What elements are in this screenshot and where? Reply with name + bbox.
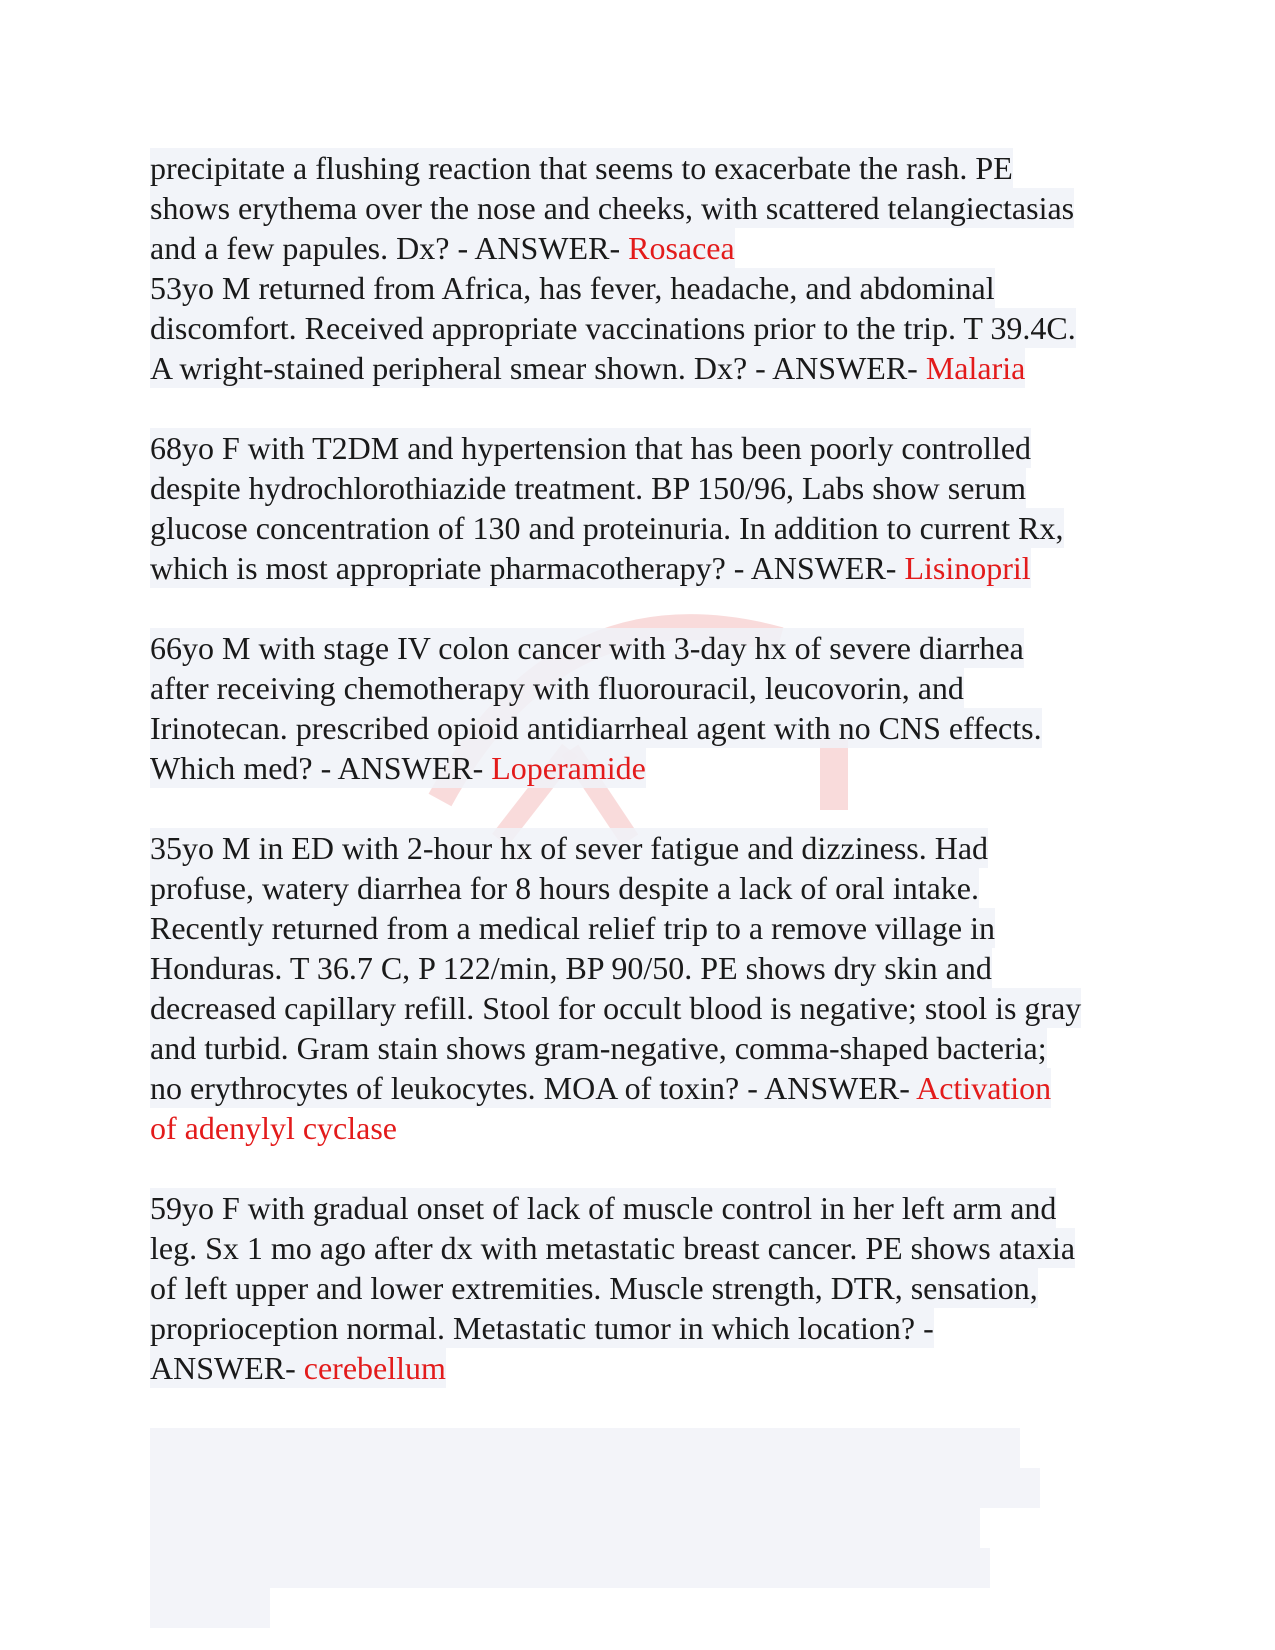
question-text: Which med? - ANSWER- xyxy=(150,750,492,786)
question-answer-line xyxy=(150,748,1150,788)
answer-text-continued: of adenylyl cyclase xyxy=(150,1110,397,1146)
question-line: Recently returned from a medical relief trip to a remove village in xyxy=(150,910,995,946)
question-answer-line xyxy=(150,1348,1150,1388)
question-line: Irinotecan. prescribed opioid antidiarrheal agent with no CNS effects. xyxy=(150,710,1042,746)
qa-item-lisinopril xyxy=(150,428,1150,588)
qa-item-cerebellum xyxy=(150,1188,1150,1388)
question-line: leg. Sx 1 mo ago after dx with metastatic breast cancer. PE shows ataxia xyxy=(150,1230,1076,1266)
question-text: A wright-stained peripheral smear shown. Dx? - ANSWER- xyxy=(150,350,926,386)
question-line: 53yo M returned from Africa, has fever, headache, and abdominal xyxy=(150,270,995,306)
question-line: 66yo M with stage IV colon cancer with 3-day hx of severe diarrhea xyxy=(150,630,1024,666)
question-line: Honduras. T 36.7 C, P 122/min, BP 90/50. PE shows dry skin and xyxy=(150,950,992,986)
question-line: despite hydrochlorothiazide treatment. BP 150/96, Labs show serum xyxy=(150,470,1026,506)
question-text: and a few papules. Dx? - ANSWER- xyxy=(150,230,629,266)
question-line: precipitate a flushing reaction that seems to exacerbate the rash. PE xyxy=(150,150,1013,186)
qa-item-rosacea xyxy=(150,148,1150,268)
question-line: 59yo F with gradual onset of lack of muscle control in her left arm and xyxy=(150,1190,1057,1226)
answer-text: cerebellum xyxy=(303,1350,446,1386)
question-line: after receiving chemotherapy with fluorouracil, leucovorin, and xyxy=(150,670,964,706)
question-line: proprioception normal. Metastatic tumor in which location? - xyxy=(150,1310,934,1346)
question-line: 68yo F with T2DM and hypertension that has been poorly controlled xyxy=(150,430,1032,466)
question-line: discomfort. Received appropriate vaccinations prior to the trip. T 39.4C. xyxy=(150,310,1076,346)
answer-text: Rosacea xyxy=(628,230,735,266)
question-line: and turbid. Gram stain shows gram-negative, comma-shaped bacteria; xyxy=(150,1030,1047,1066)
qa-item-loperamide xyxy=(150,628,1150,788)
question-answer-line xyxy=(150,348,1150,388)
answer-continuation-line xyxy=(150,1108,1150,1148)
redacted-content xyxy=(150,1428,1040,1628)
question-line: profuse, watery diarrhea for 8 hours despite a lack of oral intake. xyxy=(150,870,979,906)
question-text: ANSWER- xyxy=(150,1350,304,1386)
answer-text: Lisinopril xyxy=(904,550,1031,586)
qa-item-malaria xyxy=(150,268,1150,388)
answer-text: Loperamide xyxy=(491,750,646,786)
question-answer-line xyxy=(150,1068,1150,1108)
question-line: shows erythema over the nose and cheeks, with scattered telangiectasias xyxy=(150,190,1075,226)
question-line: of left upper and lower extremities. Muscle strength, DTR, sensation, xyxy=(150,1270,1038,1306)
question-text: which is most appropriate pharmacotherapy? - ANSWER- xyxy=(150,550,905,586)
answer-text: Malaria xyxy=(925,350,1026,386)
question-text: no erythrocytes of leukocytes. MOA of toxin? - ANSWER- xyxy=(150,1070,917,1106)
qa-content xyxy=(150,148,1150,1388)
qa-item-cholera-toxin xyxy=(150,828,1150,1148)
question-line: glucose concentration of 130 and proteinuria. In addition to current Rx, xyxy=(150,510,1064,546)
question-line: 35yo M in ED with 2-hour hx of sever fatigue and dizziness. Had xyxy=(150,830,989,866)
question-answer-line xyxy=(150,228,1150,268)
question-line: decreased capillary refill. Stool for occult blood is negative; stool is gray xyxy=(150,990,1082,1026)
question-answer-line xyxy=(150,548,1150,588)
answer-text: Activation xyxy=(916,1070,1052,1106)
